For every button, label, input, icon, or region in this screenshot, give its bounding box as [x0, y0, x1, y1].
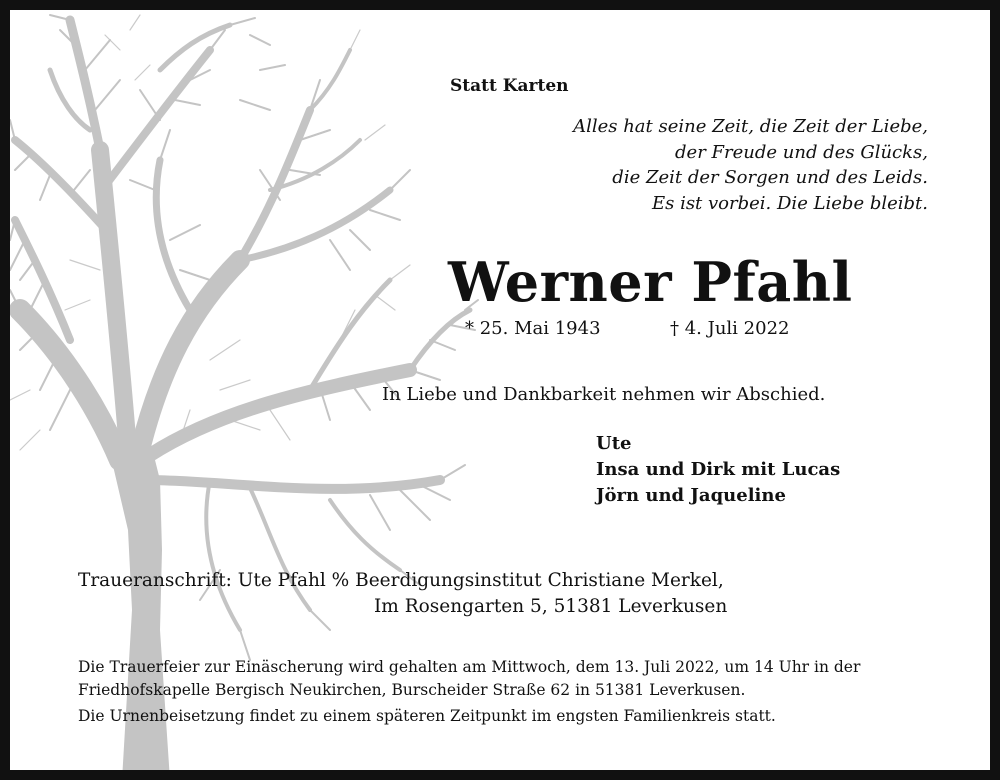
poem-line: die Zeit der Sorgen und des Leids.: [612, 167, 928, 188]
poem-line: Es ist vorbei. Die Liebe bleibt.: [651, 192, 928, 214]
mourner-name: Jörn und Jaqueline: [596, 485, 786, 506]
ceremony-text: Die Trauerfeier zur Einäscherung wird gehalten am Mittwoch, dem 13. Juli 2022, um 14 Uhr in der Friedhofskapelle Bergisch Neukirchen, Burscheider Straße 62 in 51381 Leverkusen.: [78, 658, 861, 699]
urn-burial-text: Die Urnenbeisetzung findet zu einem späteren Zeitpunkt im engsten Familienkreis statt.: [78, 707, 776, 725]
poem-line: Alles hat seine Zeit, die Zeit der Liebe,: [573, 116, 928, 137]
notice-heading: Statt Karten: [450, 76, 569, 96]
death-date: † 4. Juli 2022: [670, 318, 790, 339]
mourner-name: Insa und Dirk mit Lucas: [596, 459, 841, 480]
farewell-text: In Liebe und Dankbarkeit nehmen wir Abschied.: [382, 384, 826, 405]
mourning-address: [78, 568, 727, 620]
address-line: Traueranschrift: Ute Pfahl % Beerdigungsinstitut Christiane Merkel,: [78, 570, 724, 591]
address-line: Im Rosengarten 5, 51381 Leverkusen: [374, 596, 728, 617]
mourner-name: Ute: [596, 433, 632, 454]
deceased-name: Werner Pfahl: [448, 250, 853, 314]
mourners-list: [596, 431, 840, 509]
poem: [573, 114, 928, 216]
service-info: [78, 656, 948, 728]
poem-line: der Freude und des Glücks,: [675, 141, 928, 163]
birth-date: * 25. Mai 1943: [465, 318, 601, 339]
